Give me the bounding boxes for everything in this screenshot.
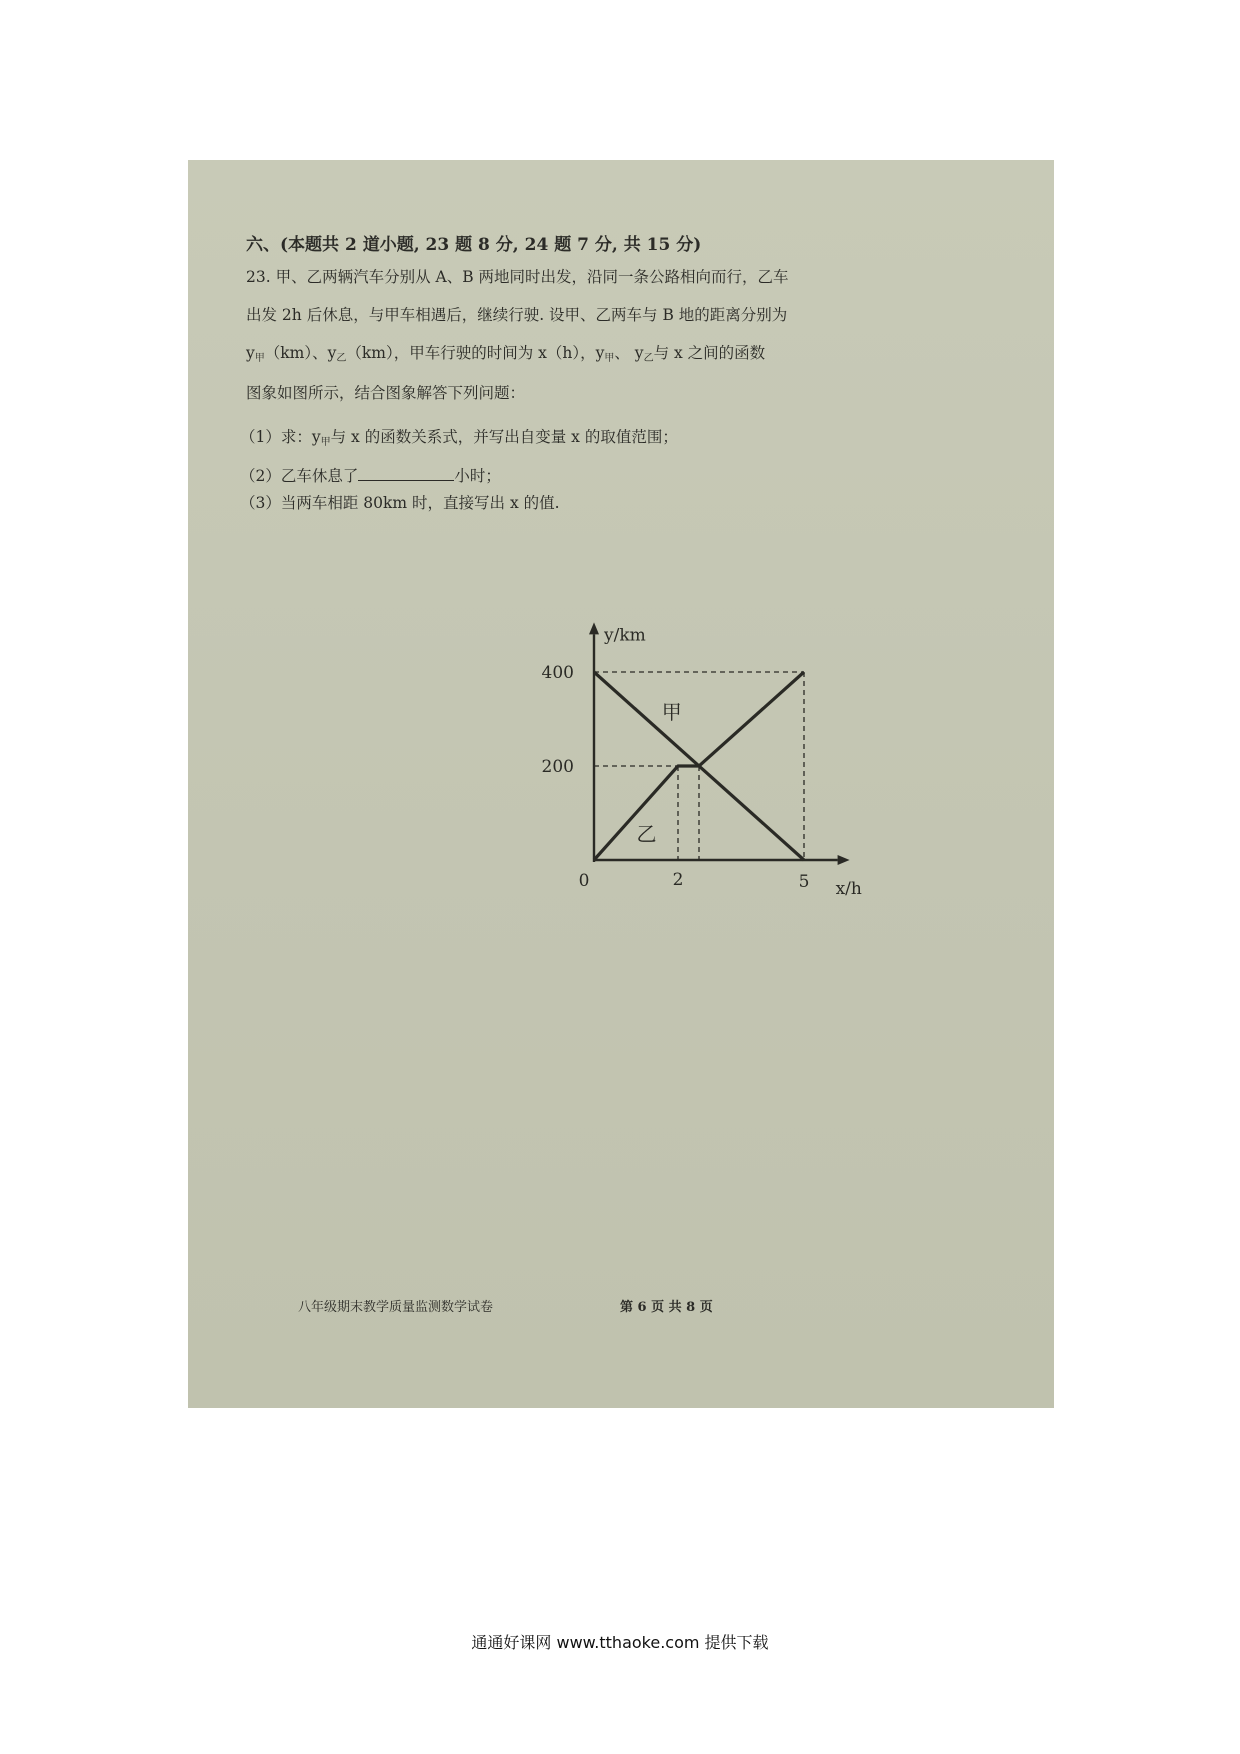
question-23-line-4: 图象如图所示，结合图象解答下列问题： (246, 384, 526, 402)
section-heading: 六、(本题共 2 道小题, 23 题 8 分, 24 题 7 分, 共 15 分) (246, 235, 702, 255)
question-23-line-3: $y_甲(km)$、$y_乙(km)$，甲车行驶的时间为 x（h），$y_甲$、 $y_乙$与 x 之间的函数 (246, 344, 766, 364)
series-label-甲: 甲 (661, 700, 682, 724)
question-23-line-2: 出发 2h 后休息，与甲车相遇后，继续行驶. 设甲、乙两车与 B 地的距离分别为 (246, 306, 788, 324)
series-label-乙: 乙 (636, 822, 657, 847)
y-axis-arrow (589, 622, 599, 634)
x-tick-5: 5 (798, 872, 810, 892)
y-tick-200: 200 (541, 757, 574, 777)
question-23-part-2: （2）乙车休息了 小时； (240, 467, 501, 485)
function-graph (188, 160, 1054, 1408)
x-axis-arrow (838, 855, 850, 865)
footer-exam-title: 八年级期末教学质量监测数学试卷 (298, 1300, 494, 1315)
y-tick-400: 400 (541, 663, 574, 683)
footer-page-number: 第 6 页 共 8 页 (620, 1300, 713, 1315)
download-credit: 通通好课网 www.tthaoke.com 提供下载 (471, 1633, 769, 1652)
origin-label: 0 (578, 871, 590, 891)
question-23-line-1: 23. 甲、乙两辆汽车分别从 A、B 两地同时出发，沿同一条公路相向而行，乙车 (246, 268, 789, 286)
scanned-exam-page (188, 160, 1054, 1408)
x-axis-label: x/h (835, 879, 862, 899)
x-tick-2: 2 (672, 870, 684, 890)
question-23-part-1: （1）求：$y_甲$与 x 的函数关系式，并写出自变量 x 的取值范围； (240, 428, 678, 448)
question-23-part-3: （3）当两车相距 80km 时，直接写出 x 的值. (240, 494, 560, 512)
y-axis-label: y/km (604, 625, 646, 646)
